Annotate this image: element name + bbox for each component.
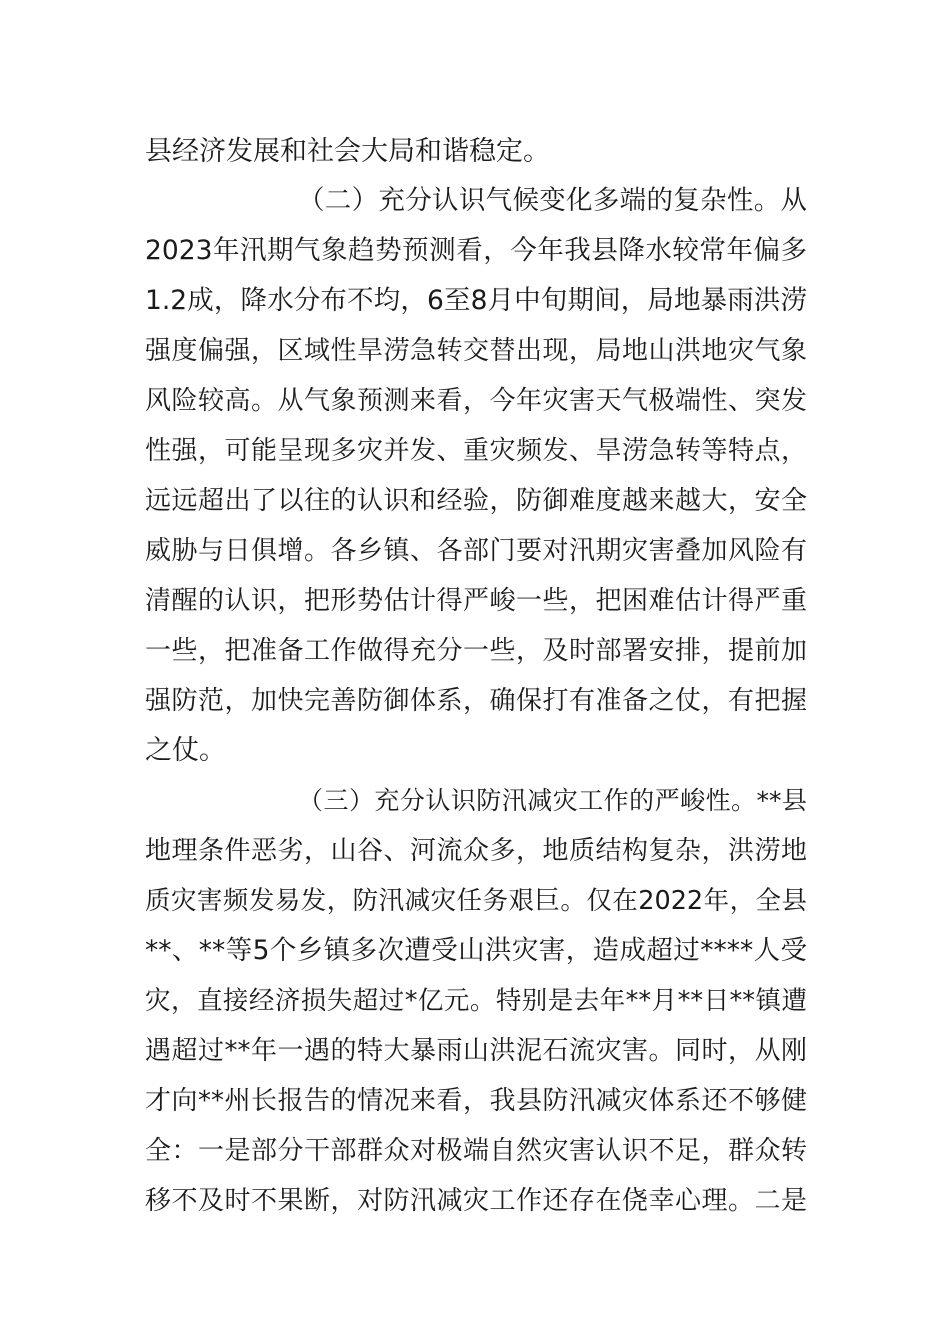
text-line-5: 强度偏强，区域性旱涝急转交替出现，局地山洪地灾气象	[145, 336, 807, 366]
text-line-16: 质灾害频发易发，防汛减灾任务艰巨。仅在2022年，全县	[145, 886, 807, 916]
text-line-6: 风险较高。从气象预测来看，今年灾害天气极端性、突发	[145, 386, 807, 416]
text-line-15: 地理条件恶劣，山谷、河流众多，地质结构复杂，洪涝地	[145, 836, 807, 866]
text-line-18: 灾，直接经济损失超过*亿元。特别是去年**月**日**镇遭	[145, 986, 807, 1016]
text-line-13: 之仗。	[145, 735, 226, 766]
text-line-9: 威胁与日俱增。各乡镇、各部门要对汛期灾害叠加风险有	[145, 536, 807, 566]
text-line-19: 遇超过**年一遇的特大暴雨山洪泥石流灾害。同时，从刚	[145, 1036, 807, 1066]
section-heading-3: （三）充分认识防汛减灾工作的严峻性。**县	[298, 786, 807, 815]
text-line-22: 移不及时不果断，对防汛减灾工作还存在侥幸心理。二是	[145, 1186, 807, 1216]
text-line-7: 性强，可能呈现多灾并发、重灾频发、旱涝急转等特点，	[145, 436, 807, 466]
text-line-8: 远远超出了以往的认识和经验，防御难度越来越大，安全	[145, 486, 807, 516]
text-line-12: 强防范，加快完善防御体系，确保打有准备之仗，有把握	[145, 686, 807, 716]
text-line-11: 一些，把准备工作做得充分一些，及时部署安排，提前加	[145, 636, 807, 666]
text-line-4: 1.2成，降水分布不均，6至8月中旬期间，局地暴雨洪涝	[145, 285, 807, 316]
text-line-10: 清醒的认识，把形势估计得严峻一些，把困难估计得严重	[145, 586, 807, 616]
text-line-20: 才向**州长报告的情况来看，我县防汛减灾体系还不够健	[145, 1086, 807, 1116]
section-heading-2: （二）充分认识气候变化多端的复杂性。从	[298, 185, 807, 216]
text-line-3: 2023年汛期气象趋势预测看，今年我县降水较常年偏多	[145, 235, 807, 266]
text-line-1: 县经济发展和社会大局和谐稳定。	[145, 136, 550, 167]
text-line-17: **、**等5个乡镇多次遭受山洪灾害，造成超过****人受	[145, 935, 807, 966]
text-line-21: 全：一是部分干部群众对极端自然灾害认识不足，群众转	[145, 1136, 807, 1166]
